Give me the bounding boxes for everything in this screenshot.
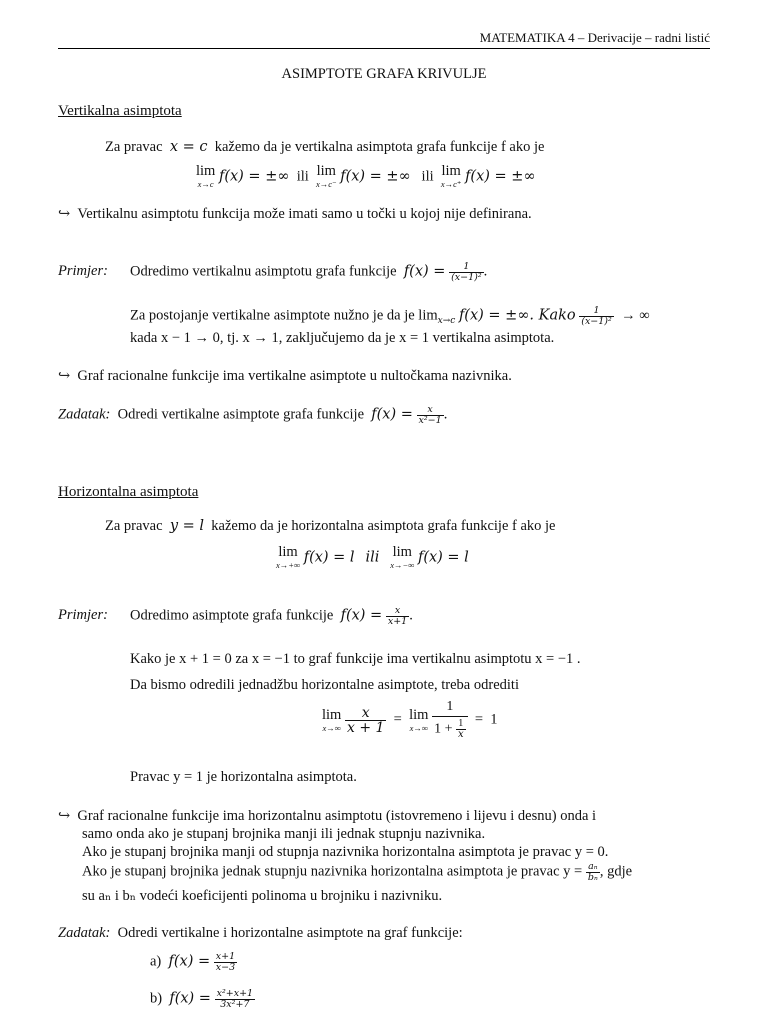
def-eq: x = c [169,139,208,155]
vertical-limits [196,164,536,188]
vertical-example-line1: Za postojanje vertikalne asimptote nužno je da je $\lim_{x\to c} f(x)$ = ±∞. Kako $\frac{1}{\text{(x−1)²}}$ → ∞ [130,305,650,327]
horizontal-definition: Za pravac y = l kažemo da je horizontalna asimptota grafa funkcije f ako je [105,518,556,534]
an-bn-fraction: $\frac{\text{aₙ}}{\text{bₙ}}$ [587,861,598,883]
hook-arrow-icon: ↪ [58,368,71,384]
header-rule [58,48,710,49]
example-fraction-2: $\frac{1}{\text{(x−1)²}}$ [581,305,612,327]
note-horizontal-l2: samo onda ako je stupanj brojnika manji ili jednak stupnju nazivnika. [82,826,486,842]
limit-3-body: f(x) = ±∞ [465,168,536,185]
horizontal-example-line2: Da bismo odredili jednadžbu horizontalne asimptote, treba odrediti [130,677,519,693]
def-prefix: Za pravac [105,139,163,155]
example-fraction: $\frac{1}{\text{(x−1)²}}$ [451,261,482,283]
note-horizontal-l4: Ako je stupanj brojnika jednak stupnju nazivnika horizontalna asimptota je pravac y = $\frac{\text{aₙ}}{\text{bₙ}}$ , gdje [82,861,633,883]
page-title: ASIMPTOTE GRAFA KRIVULJE [281,66,487,82]
task-fraction: $\frac{x}{\text{x²−1}}$ [418,404,442,426]
vertical-example-line2: kada x − 1 → 0, tj. x → 1, zaključujemo da je x = 1 vertikalna asimptota. [130,330,555,346]
horizontal-example: Odredimo asimptote grafa funkcije f(x) = $\frac{x}{x+1}$ . [130,605,413,627]
section-heading-vertical: Vertikalna asimptota [58,103,182,119]
h-example-label: Primjer: [58,607,108,623]
vertical-example: Odredimo vertikalnu asimptotu grafa funkcije f(x) = $\frac{1}{\text{(x−1)²}}$ . [130,261,488,283]
header-title: MATEMATIKA 4 – Derivacije – radni listić [479,30,710,45]
note-vertical-1: ↪ Vertikalnu asimptotu funkcija može imati samo u točki u kojoj nije definirana. [58,206,532,222]
task-item-a: a) f(x) = $\frac{x+1}{x-3}$ [150,951,236,973]
vertical-definition [105,139,544,156]
ili-2: ili [421,168,434,185]
example-label: Primjer: [58,263,108,279]
horizontal-example-line1: Kako je x + 1 = 0 za x = −1 to graf funkcije ima vertikalnu asimptotu x = −1 . [130,651,581,667]
h-example-fraction: $\frac{x}{x+1}$ [387,605,408,627]
note-horizontal-l5: su aₙ i bₙ vodeći koeficijenti polinoma u brojniku i nazivniku. [82,888,443,904]
horizontal-calculation: lim x→∞ $\frac{x}{x + 1}$ = lim x→∞ 1 1 + $\frac{1}{x}$ = 1 [322,699,498,740]
limit-1-body: f(x) = ±∞ [218,168,290,185]
calc-fraction-1: $\frac{x}{x + 1}$ [346,704,385,736]
limit-3: lim x→c⁺ [440,163,462,189]
vertical-task: Zadatak: Odredi vertikalne asimptote grafa funkcije f(x) = $\frac{x}{\text{x²−1}}$ . [58,404,448,426]
h-limit-1: lim x→+∞ [276,544,301,570]
horizontal-task: Zadatak: Odredi vertikalne i horizontalne asimptote na graf funkcije: [58,925,463,941]
h-limit-2: lim x→−∞ [390,544,415,570]
ili-1: ili [296,168,309,185]
hook-arrow-icon: ↪ [58,808,71,824]
calc-fraction-2: 1 1 + $\frac{1}{x}$ [432,700,468,740]
horizontal-limits: lim x→+∞ f(x) = l ili lim x→−∞ f(x) = l [276,544,469,570]
task-item-b: b) f(x) = $\frac{\text{x²+x+1}}{\text{3x²+7}}$ [150,988,254,1010]
note-horizontal-l3: Ako je stupanj brojnika manji od stupnja nazivnika horizontalna asimptota je pravac y = 0. [82,844,609,860]
limit-1: lim x→c [196,163,216,189]
limit-2-body: f(x) = ±∞ [340,168,411,185]
hook-arrow-icon: ↪ [58,206,71,222]
limit-2: lim x→c⁻ [316,163,337,189]
note-vertical-2: ↪ Graf racionalne funkcije ima vertikalne asimptote u nultočkama nazivnika. [58,368,512,384]
horizontal-conclusion: Pravac y = 1 je horizontalna asimptota. [130,769,357,785]
def-suffix: kažemo da je vertikalna asimptota grafa funkcije f ako je [214,139,545,155]
section-heading-horizontal: Horizontalna asimptota [58,484,199,500]
note-horizontal: ↪ Graf racionalne funkcije ima horizontalnu asimptotu (istovremeno i lijevu i desnu) onda i [58,808,597,824]
